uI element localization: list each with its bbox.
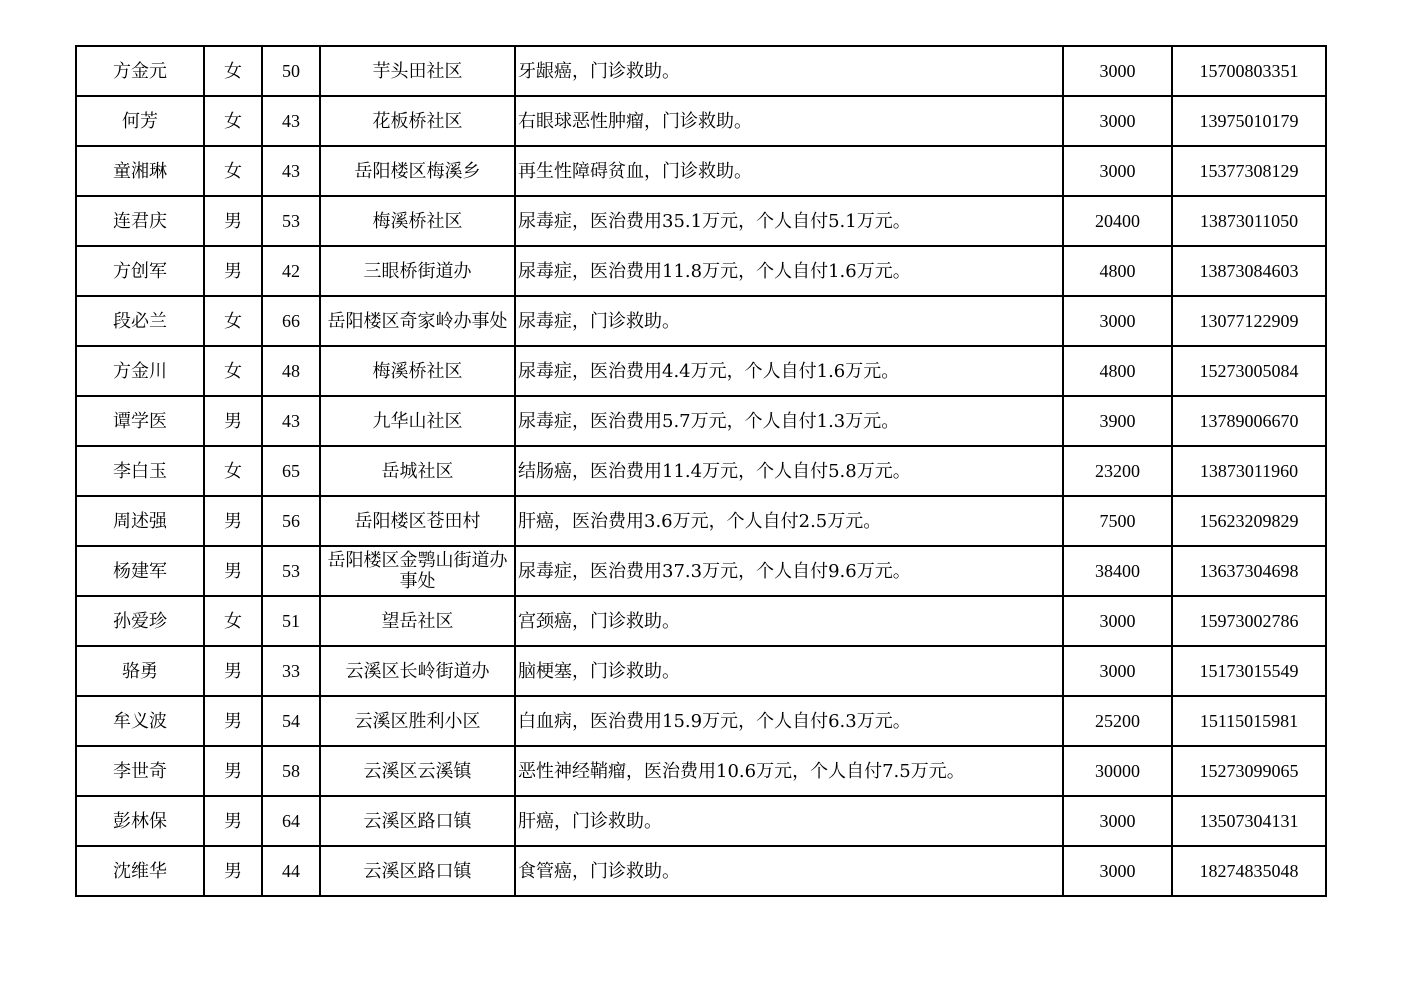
table-row [76, 596, 1326, 646]
address-cell: 云溪区长岭街道办 [320, 646, 515, 696]
phone-cell: 13507304131 [1172, 796, 1326, 846]
table-row [76, 46, 1326, 96]
amount-cell: 3000 [1063, 96, 1172, 146]
table-row [76, 746, 1326, 796]
sex-cell: 男 [204, 196, 262, 246]
age-cell: 51 [262, 596, 320, 646]
name-cell: 何芳 [76, 96, 204, 146]
table-row [76, 796, 1326, 846]
table-row [76, 346, 1326, 396]
amount-cell: 3000 [1063, 146, 1172, 196]
sex-cell: 女 [204, 446, 262, 496]
table-row [76, 546, 1326, 596]
sex-cell: 男 [204, 246, 262, 296]
name-cell: 童湘琳 [76, 146, 204, 196]
phone-cell: 13637304698 [1172, 546, 1326, 596]
name-cell: 连君庆 [76, 196, 204, 246]
description-cell: 尿毒症，医治费用35.1万元，个人自付5.1万元。 [515, 196, 1063, 246]
phone-cell: 13873011050 [1172, 196, 1326, 246]
address-cell: 岳阳楼区苍田村 [320, 496, 515, 546]
age-cell: 43 [262, 146, 320, 196]
age-cell: 33 [262, 646, 320, 696]
description-cell: 再生性障碍贫血，门诊救助。 [515, 146, 1063, 196]
amount-cell: 3900 [1063, 396, 1172, 446]
name-cell: 段必兰 [76, 296, 204, 346]
phone-cell: 15973002786 [1172, 596, 1326, 646]
age-cell: 48 [262, 346, 320, 396]
sex-cell: 男 [204, 796, 262, 846]
description-cell: 右眼球恶性肿瘤，门诊救助。 [515, 96, 1063, 146]
amount-cell: 30000 [1063, 746, 1172, 796]
age-cell: 66 [262, 296, 320, 346]
amount-cell: 3000 [1063, 296, 1172, 346]
age-cell: 53 [262, 546, 320, 596]
address-cell: 岳阳楼区梅溪乡 [320, 146, 515, 196]
table-row [76, 146, 1326, 196]
sex-cell: 男 [204, 396, 262, 446]
table-row [76, 846, 1326, 896]
sex-cell: 女 [204, 296, 262, 346]
age-cell: 54 [262, 696, 320, 746]
sex-cell: 女 [204, 596, 262, 646]
sex-cell: 男 [204, 646, 262, 696]
address-cell: 花板桥社区 [320, 96, 515, 146]
age-cell: 42 [262, 246, 320, 296]
amount-cell: 3000 [1063, 796, 1172, 846]
phone-cell: 15115015981 [1172, 696, 1326, 746]
description-cell: 结肠癌，医治费用11.4万元，个人自付5.8万元。 [515, 446, 1063, 496]
age-cell: 50 [262, 46, 320, 96]
age-cell: 58 [262, 746, 320, 796]
address-cell: 岳阳楼区金鹗山街道办事处 [320, 546, 515, 596]
address-cell: 三眼桥街道办 [320, 246, 515, 296]
age-cell: 64 [262, 796, 320, 846]
description-cell: 尿毒症，医治费用5.7万元，个人自付1.3万元。 [515, 396, 1063, 446]
sex-cell: 女 [204, 146, 262, 196]
address-cell: 望岳社区 [320, 596, 515, 646]
address-cell: 九华山社区 [320, 396, 515, 446]
table-row [76, 196, 1326, 246]
phone-cell: 13789006670 [1172, 396, 1326, 446]
description-cell: 肝癌，门诊救助。 [515, 796, 1063, 846]
age-cell: 65 [262, 446, 320, 496]
address-cell: 云溪区云溪镇 [320, 746, 515, 796]
table-row [76, 646, 1326, 696]
amount-cell: 20400 [1063, 196, 1172, 246]
name-cell: 沈维华 [76, 846, 204, 896]
name-cell: 李世奇 [76, 746, 204, 796]
description-cell: 白血病，医治费用15.9万元，个人自付6.3万元。 [515, 696, 1063, 746]
phone-cell: 13975010179 [1172, 96, 1326, 146]
table-row [76, 396, 1326, 446]
age-cell: 44 [262, 846, 320, 896]
name-cell: 彭林保 [76, 796, 204, 846]
name-cell: 周述强 [76, 496, 204, 546]
address-cell: 云溪区胜利小区 [320, 696, 515, 746]
amount-cell: 25200 [1063, 696, 1172, 746]
amount-cell: 4800 [1063, 246, 1172, 296]
description-cell: 尿毒症，医治费用37.3万元，个人自付9.6万元。 [515, 546, 1063, 596]
name-cell: 李白玉 [76, 446, 204, 496]
sex-cell: 女 [204, 96, 262, 146]
table-row [76, 696, 1326, 746]
table-row [76, 496, 1326, 546]
address-cell: 岳阳楼区奇家岭办事处 [320, 296, 515, 346]
phone-cell: 18274835048 [1172, 846, 1326, 896]
age-cell: 56 [262, 496, 320, 546]
address-cell: 梅溪桥社区 [320, 346, 515, 396]
age-cell: 53 [262, 196, 320, 246]
description-cell: 肝癌，医治费用3.6万元，个人自付2.5万元。 [515, 496, 1063, 546]
address-cell: 梅溪桥社区 [320, 196, 515, 246]
age-cell: 43 [262, 396, 320, 446]
age-cell: 43 [262, 96, 320, 146]
name-cell: 方创军 [76, 246, 204, 296]
sex-cell: 男 [204, 746, 262, 796]
amount-cell: 3000 [1063, 596, 1172, 646]
address-cell: 云溪区路口镇 [320, 846, 515, 896]
sex-cell: 男 [204, 496, 262, 546]
description-cell: 食管癌，门诊救助。 [515, 846, 1063, 896]
sex-cell: 男 [204, 846, 262, 896]
name-cell: 谭学医 [76, 396, 204, 446]
description-cell: 宫颈癌，门诊救助。 [515, 596, 1063, 646]
name-cell: 杨建军 [76, 546, 204, 596]
table-row [76, 96, 1326, 146]
phone-cell: 15377308129 [1172, 146, 1326, 196]
sex-cell: 女 [204, 46, 262, 96]
sex-cell: 男 [204, 546, 262, 596]
amount-cell: 3000 [1063, 646, 1172, 696]
table-row [76, 296, 1326, 346]
name-cell: 骆勇 [76, 646, 204, 696]
phone-cell: 15173015549 [1172, 646, 1326, 696]
phone-cell: 15623209829 [1172, 496, 1326, 546]
phone-cell: 15273099065 [1172, 746, 1326, 796]
phone-cell: 15273005084 [1172, 346, 1326, 396]
description-cell: 尿毒症，门诊救助。 [515, 296, 1063, 346]
name-cell: 方金元 [76, 46, 204, 96]
amount-cell: 3000 [1063, 46, 1172, 96]
phone-cell: 13077122909 [1172, 296, 1326, 346]
description-cell: 恶性神经鞘瘤，医治费用10.6万元，个人自付7.5万元。 [515, 746, 1063, 796]
phone-cell: 15700803351 [1172, 46, 1326, 96]
table-body [76, 46, 1326, 896]
name-cell: 孙爱珍 [76, 596, 204, 646]
address-cell: 芋头田社区 [320, 46, 515, 96]
description-cell: 脑梗塞，门诊救助。 [515, 646, 1063, 696]
amount-cell: 7500 [1063, 496, 1172, 546]
amount-cell: 23200 [1063, 446, 1172, 496]
amount-cell: 4800 [1063, 346, 1172, 396]
address-cell: 云溪区路口镇 [320, 796, 515, 846]
table-row [76, 246, 1326, 296]
table-row [76, 446, 1326, 496]
amount-cell: 38400 [1063, 546, 1172, 596]
name-cell: 方金川 [76, 346, 204, 396]
description-cell: 尿毒症，医治费用4.4万元，个人自付1.6万元。 [515, 346, 1063, 396]
address-cell: 岳城社区 [320, 446, 515, 496]
amount-cell: 3000 [1063, 846, 1172, 896]
sex-cell: 女 [204, 346, 262, 396]
name-cell: 牟义波 [76, 696, 204, 746]
phone-cell: 13873084603 [1172, 246, 1326, 296]
phone-cell: 13873011960 [1172, 446, 1326, 496]
sex-cell: 男 [204, 696, 262, 746]
assistance-table [75, 45, 1327, 897]
description-cell: 尿毒症，医治费用11.8万元，个人自付1.6万元。 [515, 246, 1063, 296]
description-cell: 牙龈癌，门诊救助。 [515, 46, 1063, 96]
